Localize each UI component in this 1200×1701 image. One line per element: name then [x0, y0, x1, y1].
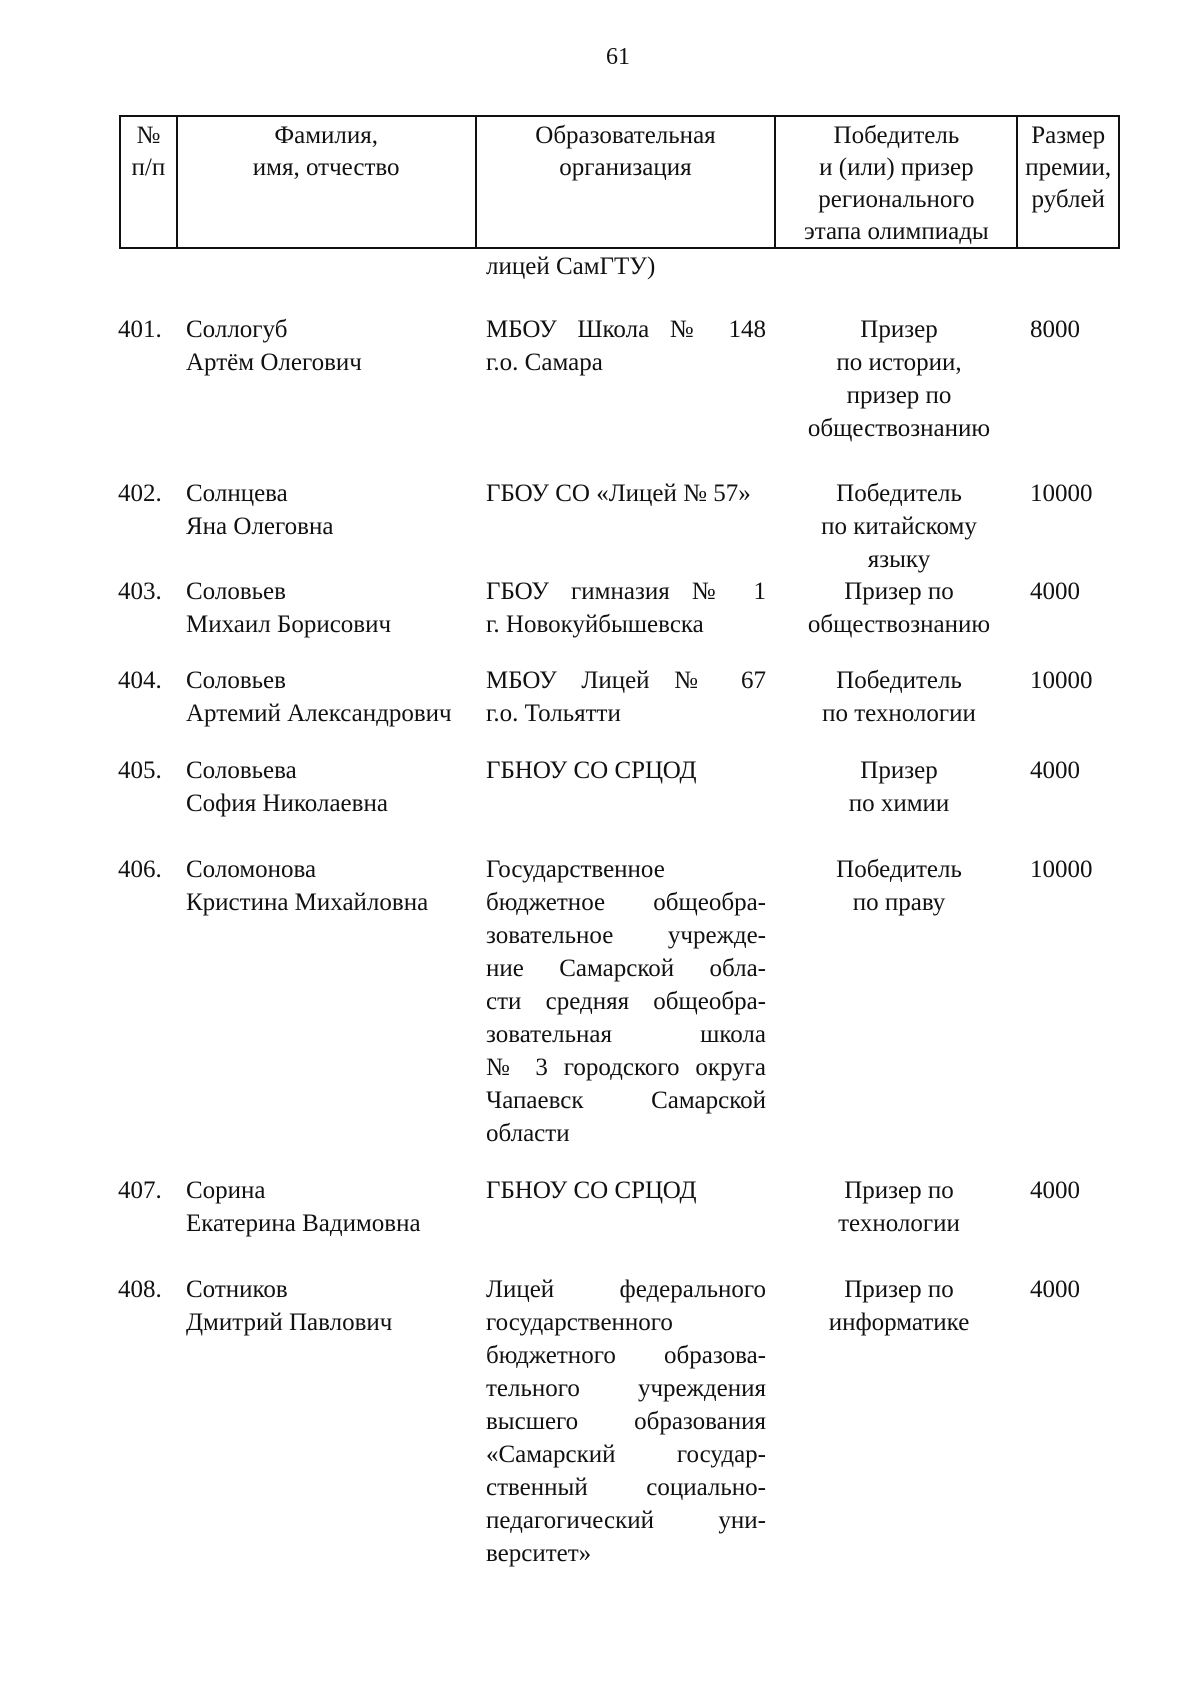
row-winner-status: Призер по химии: [848, 757, 950, 817]
row-prize-amount: 4000: [1030, 1177, 1080, 1204]
row-number: 403.: [118, 578, 162, 605]
organization-line: зовательная школа: [486, 1021, 766, 1048]
organization-line: верситет»: [486, 1540, 592, 1567]
organization-line: области: [486, 1120, 570, 1147]
organization-line: ГБОУ СО «Лицей № 57»: [486, 480, 751, 507]
row-full-name: Соломонова Кристина Михайловна: [186, 856, 429, 916]
organization-line: ГБНОУ СО СРЦОД: [486, 757, 697, 784]
organization-line: ние Самарской обла-: [486, 955, 766, 982]
row-prize-amount: 4000: [1030, 578, 1080, 605]
row-number: 401.: [118, 316, 162, 343]
row-number: 405.: [118, 757, 162, 784]
row-organization: [486, 313, 766, 379]
header-number: № п/п: [121, 117, 178, 247]
organization-line: сти средняя общеобра-: [486, 988, 766, 1015]
organization-line: МБОУ Школа № 148: [486, 316, 766, 343]
row-winner-status: Победитель по китайскому языку: [821, 480, 977, 573]
organization-line: г.о. Тольятти: [486, 700, 621, 727]
header-full-name: Фамилия, имя, отчество: [178, 117, 477, 247]
row-full-name: Солнцева Яна Олеговна: [186, 480, 334, 540]
organization-line: бюджетного образова-: [486, 1342, 766, 1369]
row-number: 406.: [118, 856, 162, 883]
row-organization: [486, 664, 766, 730]
row-winner-status: Победитель по технологии: [822, 667, 976, 727]
carryover-organization-text: лицей СамГТУ): [486, 253, 656, 280]
organization-line: Государственное: [486, 856, 665, 883]
row-full-name: Соллогуб Артём Олегович: [186, 316, 362, 376]
organization-line: г. Новокуйбышевска: [486, 611, 704, 638]
organization-line: «Самарский государ-: [486, 1441, 766, 1468]
page-number: 61: [606, 44, 630, 70]
row-winner-status: Призер по обществознанию: [807, 578, 991, 638]
header-prize-amount: Размер премии, рублей: [1025, 122, 1112, 213]
row-full-name: Соловьев Артемий Александрович: [186, 667, 452, 727]
organization-line: № 3 городского округа: [486, 1054, 766, 1081]
header-organization: Образовательная организация: [477, 117, 777, 247]
organization-line: тельного учреждения: [486, 1375, 766, 1402]
row-number: 408.: [118, 1276, 162, 1303]
organization-line: Лицей федерального: [486, 1276, 766, 1303]
row-organization: [486, 477, 766, 510]
row-full-name: Соловьева София Николаевна: [186, 757, 388, 817]
row-organization: [486, 1273, 766, 1570]
organization-line: высшего образования: [486, 1408, 766, 1435]
row-organization: [486, 1174, 766, 1207]
row-prize-amount: 4000: [1030, 1276, 1080, 1303]
organization-line: ГБНОУ СО СРЦОД: [486, 1177, 697, 1204]
row-organization: [486, 754, 766, 787]
header-winner-status: Победитель и (или) призер регионального этапа олимпиады: [776, 117, 1018, 247]
row-prize-amount: 10000: [1030, 856, 1093, 883]
organization-line: бюджетное общеобра-: [486, 889, 766, 916]
row-winner-status: Призер по информатике: [828, 1276, 970, 1336]
row-full-name: Соловьев Михаил Борисович: [186, 578, 392, 638]
row-number: 402.: [118, 480, 162, 507]
organization-line: ГБОУ гимназия № 1: [486, 578, 766, 605]
organization-line: МБОУ Лицей № 67: [486, 667, 766, 694]
row-prize-amount: 4000: [1030, 757, 1080, 784]
organization-line: г.о. Самара: [486, 349, 603, 376]
row-full-name: Сорина Екатерина Вадимовна: [186, 1177, 421, 1237]
organization-line: ственный социально-: [486, 1474, 766, 1501]
table-header: [119, 115, 1120, 249]
organization-line: педагогический уни-: [486, 1507, 766, 1534]
row-winner-status: Призер по технологии: [838, 1177, 960, 1237]
row-prize-amount: 10000: [1030, 480, 1093, 507]
row-winner-status: Победитель по праву: [836, 856, 962, 916]
row-winner-status: Призер по истории, призер по обществознанию: [807, 316, 991, 442]
organization-line: государственного: [486, 1309, 673, 1336]
organization-line: Чапаевск Самарской: [486, 1087, 766, 1114]
organization-line: зовательное учрежде-: [486, 922, 766, 949]
row-organization: [486, 575, 766, 641]
row-prize-amount: 10000: [1030, 667, 1093, 694]
row-full-name: Сотников Дмитрий Павлович: [186, 1276, 393, 1336]
row-number: 407.: [118, 1177, 162, 1204]
row-organization: [486, 853, 766, 1150]
row-prize-amount: 8000: [1030, 316, 1080, 343]
row-number: 404.: [118, 667, 162, 694]
